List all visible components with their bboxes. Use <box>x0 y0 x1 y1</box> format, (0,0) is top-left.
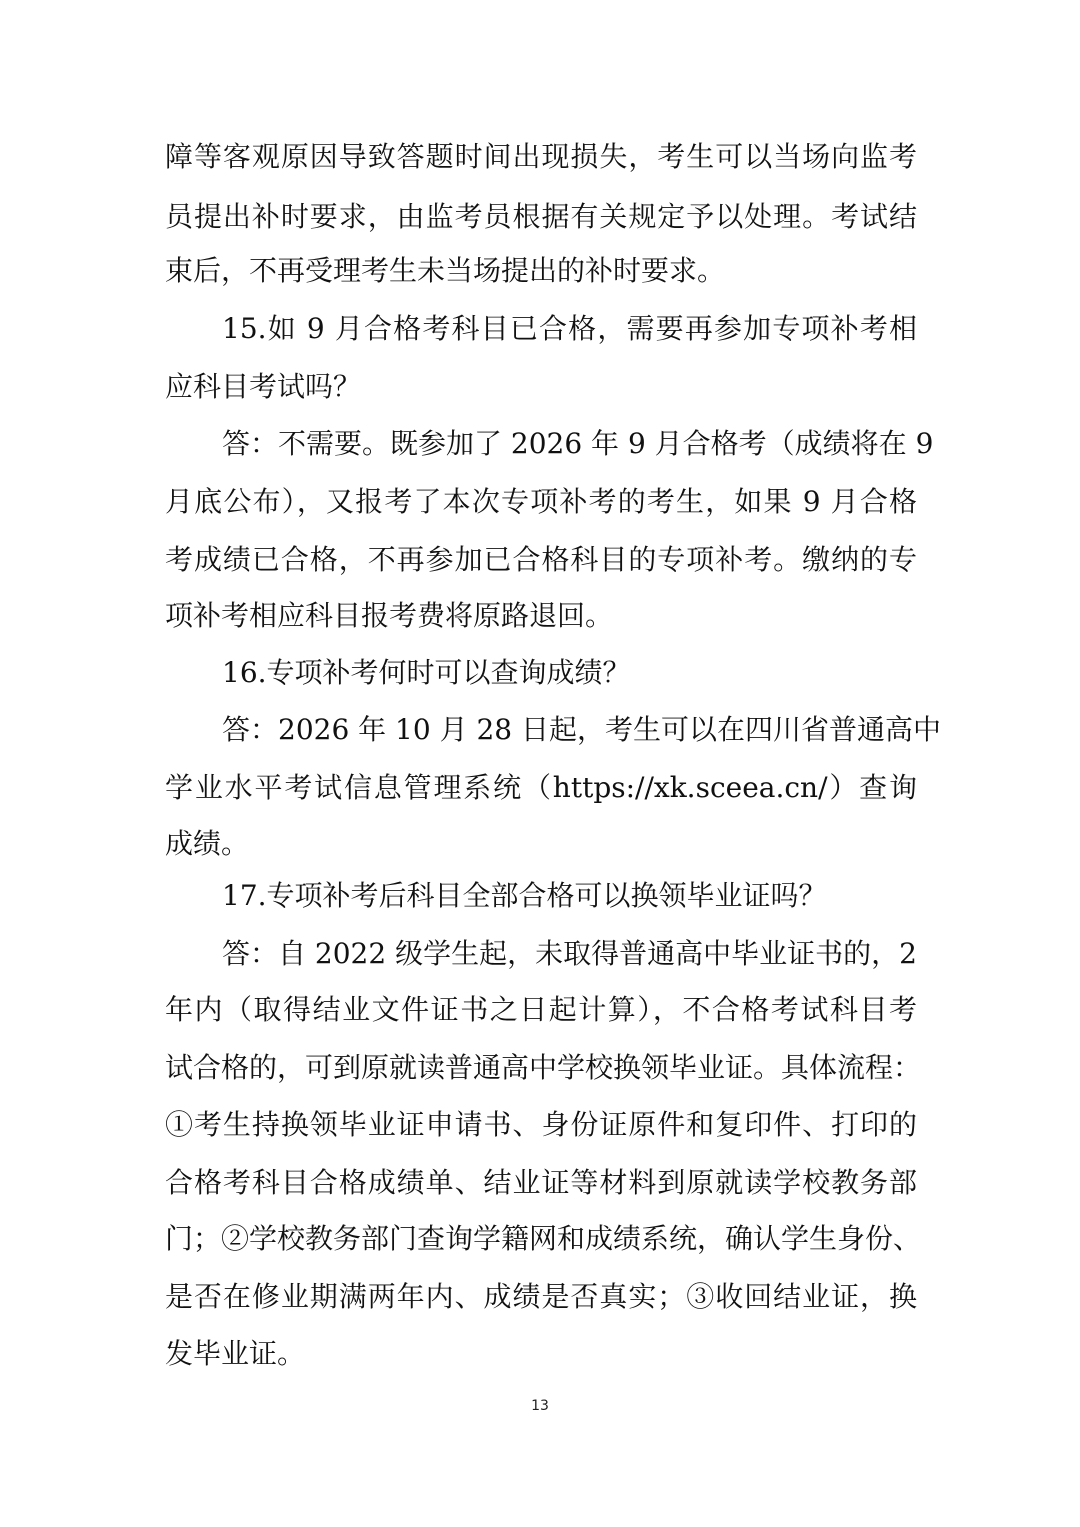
answer-line: 门；②学校教务部门查询学籍网和成绩系统，确认学生身份、 <box>165 1222 922 1255</box>
answer-line: 月底公布），又报考了本次专项补考的考生，如果 9 月合格 <box>165 485 917 518</box>
question-heading: 16.专项补考何时可以查询成绩？ <box>222 656 631 689</box>
answer-line: ①考生持换领毕业证申请书、身份证原件和复印件、打印的 <box>165 1108 917 1141</box>
page-number: 13 <box>531 1398 549 1414</box>
paragraph-line: 员提出补时要求，由监考员根据有关规定予以处理。考试结 <box>165 200 917 233</box>
answer-line: 合格考科目合格成绩单、结业证等材料到原就读学校教务部 <box>165 1166 917 1199</box>
paragraph-line: 束后，不再受理考生未当场提出的补时要求。 <box>165 254 726 287</box>
answer-line: 项补考相应科目报考费将原路退回。 <box>165 599 614 632</box>
answer-line: 试合格的，可到原就读普通高中学校换领毕业证。具体流程： <box>165 1051 922 1084</box>
question-heading: 17.专项补考后科目全部合格可以换领毕业证吗？ <box>222 879 827 912</box>
answer-line: 答：自 2022 级学生起，未取得普通高中毕业证书的，2 <box>222 937 917 970</box>
paragraph-line: 障等客观原因导致答题时间出现损失，考生可以当场向监考 <box>165 140 917 173</box>
answer-line: 成绩。 <box>165 827 250 860</box>
answer-line: 发毕业证。 <box>165 1337 306 1370</box>
answer-line: 是否在修业期满两年内、成绩是否真实；③收回结业证，换 <box>165 1280 917 1313</box>
answer-line: 答：不需要。既参加了 2026 年 9 月合格考（成绩将在 9 <box>222 427 934 460</box>
answer-line: 答：2026 年 10 月 28 日起，考生可以在四川省普通高中 <box>222 713 942 746</box>
answer-line: 考成绩已合格，不再参加已合格科目的专项补考。缴纳的专 <box>165 543 917 576</box>
question-heading: 应科目考试吗？ <box>165 370 362 403</box>
answer-line: 学业水平考试信息管理系统（https://xk.sceea.cn/）查询 <box>165 771 917 804</box>
question-heading: 15.如 9 月合格考科目已合格，需要再参加专项补考相 <box>222 312 917 345</box>
answer-line: 年内（取得结业文件证书之日起计算），不合格考试科目考 <box>165 993 917 1026</box>
